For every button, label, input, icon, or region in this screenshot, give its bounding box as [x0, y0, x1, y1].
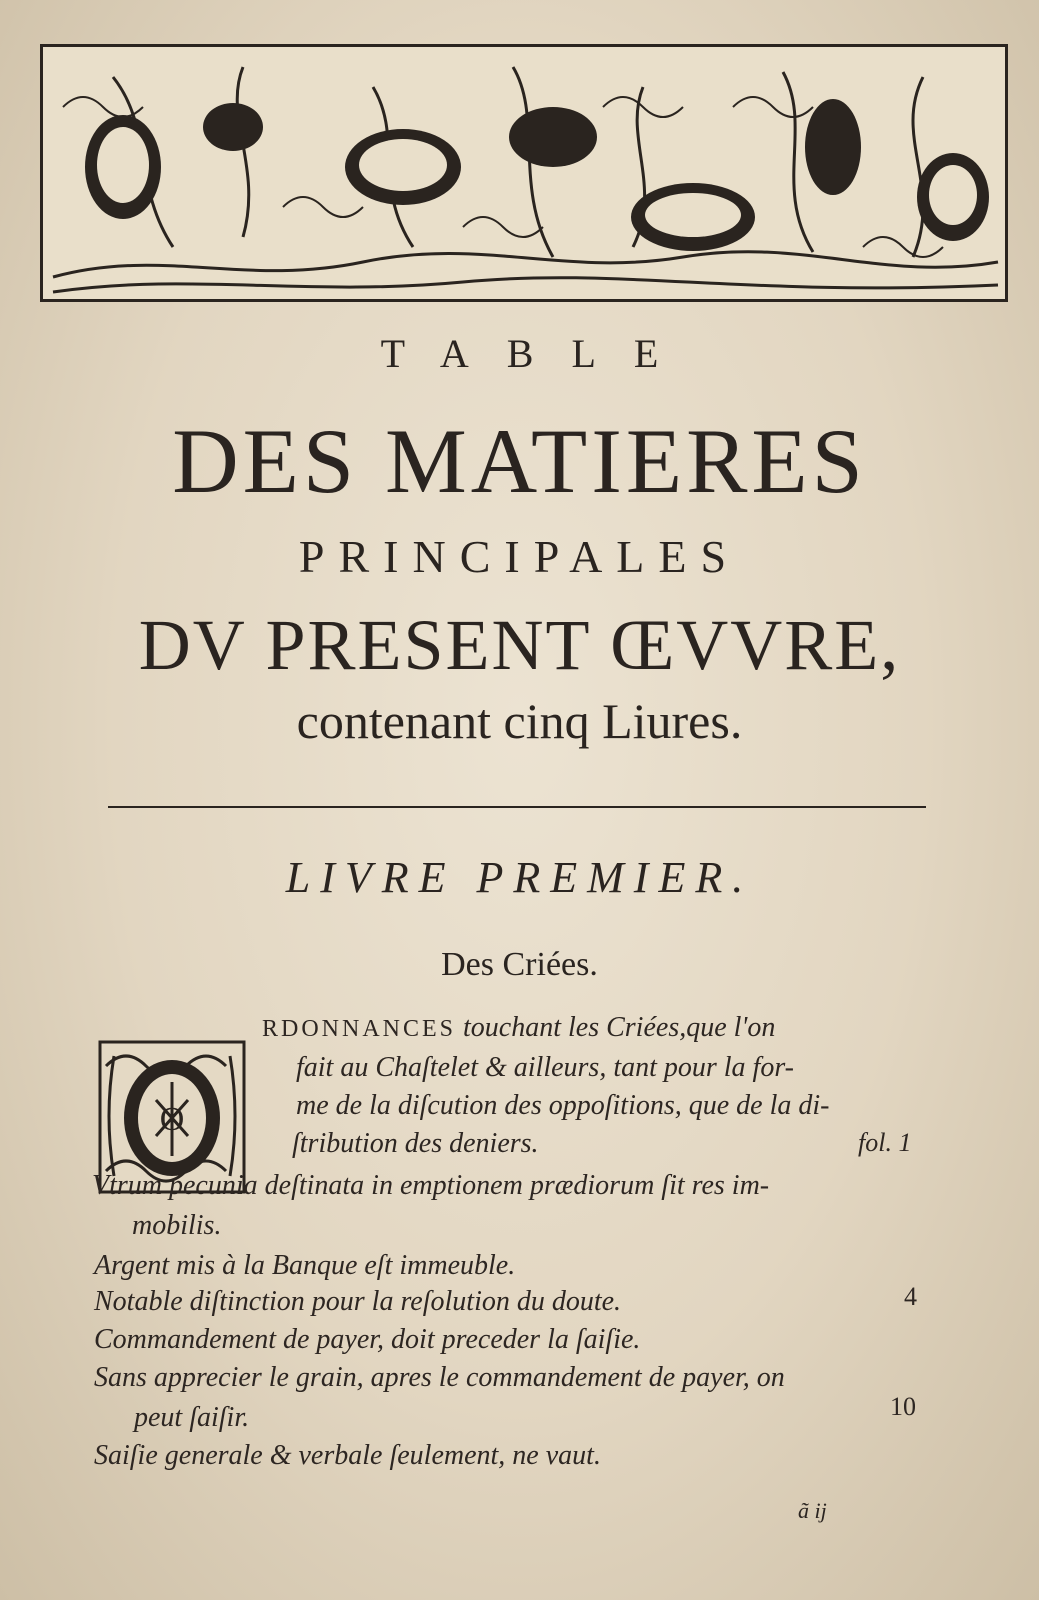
- woodcut-animals-foliage-icon: [43, 47, 1005, 299]
- title-des-matieres: DES MATIERES: [172, 410, 867, 512]
- entry-1-folio: fol. 1: [858, 1128, 912, 1157]
- signature-mark: ã ij: [798, 1498, 827, 1523]
- title-contenant: contenant cinq Liures.: [296, 693, 743, 749]
- entry-1-caps: RDONNANCES: [262, 1016, 457, 1042]
- entry-1-line-4: ſtribution des deniers.: [292, 1128, 539, 1159]
- entry-3: Argent mis à la Banque eſt immeuble.: [94, 1250, 516, 1281]
- entry-1-line-2: fait au Chaſtelet & ailleurs, tant pour la for-: [296, 1052, 794, 1083]
- section-heading: Des Criées.: [441, 946, 598, 983]
- entry-1-line-3: me de la diſcution des oppoſitions, que de la di-: [296, 1090, 830, 1121]
- book-heading: LIVRE PREMIER.: [285, 853, 754, 902]
- entry-2-line-1: Vtrum pecunia deſtinata in emptionem prædiorum ſit res im-: [92, 1170, 770, 1201]
- entry-2-line-2: mobilis.: [132, 1210, 222, 1241]
- entry-1-line-1: [262, 1012, 775, 1044]
- entry-4-folio: 4: [904, 1282, 917, 1311]
- dropcap-letter: O: [159, 1101, 185, 1138]
- woodcut-headpiece: [40, 44, 1008, 302]
- entry-7: Saiſie generale & verbale ſeulement, ne vaut.: [94, 1440, 601, 1471]
- entry-6-folio: 10: [890, 1392, 916, 1421]
- entry-6-line-2: peut ſaiſir.: [134, 1402, 250, 1433]
- title-table: TABLE: [380, 331, 697, 376]
- entry-6-line-1: Sans apprecier le grain, apres le commandement de payer, on: [94, 1362, 785, 1393]
- entry-5: Commandement de payer, doit preceder la ſaiſie.: [94, 1324, 641, 1355]
- horizontal-rule: [108, 806, 926, 808]
- entry-4: Notable diſtinction pour la reſolution du doute.: [94, 1286, 622, 1317]
- entry-1-text: touchant les Criées,que l'on: [463, 1012, 776, 1043]
- title-principales: PRINCIPALES: [298, 531, 741, 582]
- title-du-present-oeuvre: DV PRESENT ŒVVRE,: [138, 605, 901, 685]
